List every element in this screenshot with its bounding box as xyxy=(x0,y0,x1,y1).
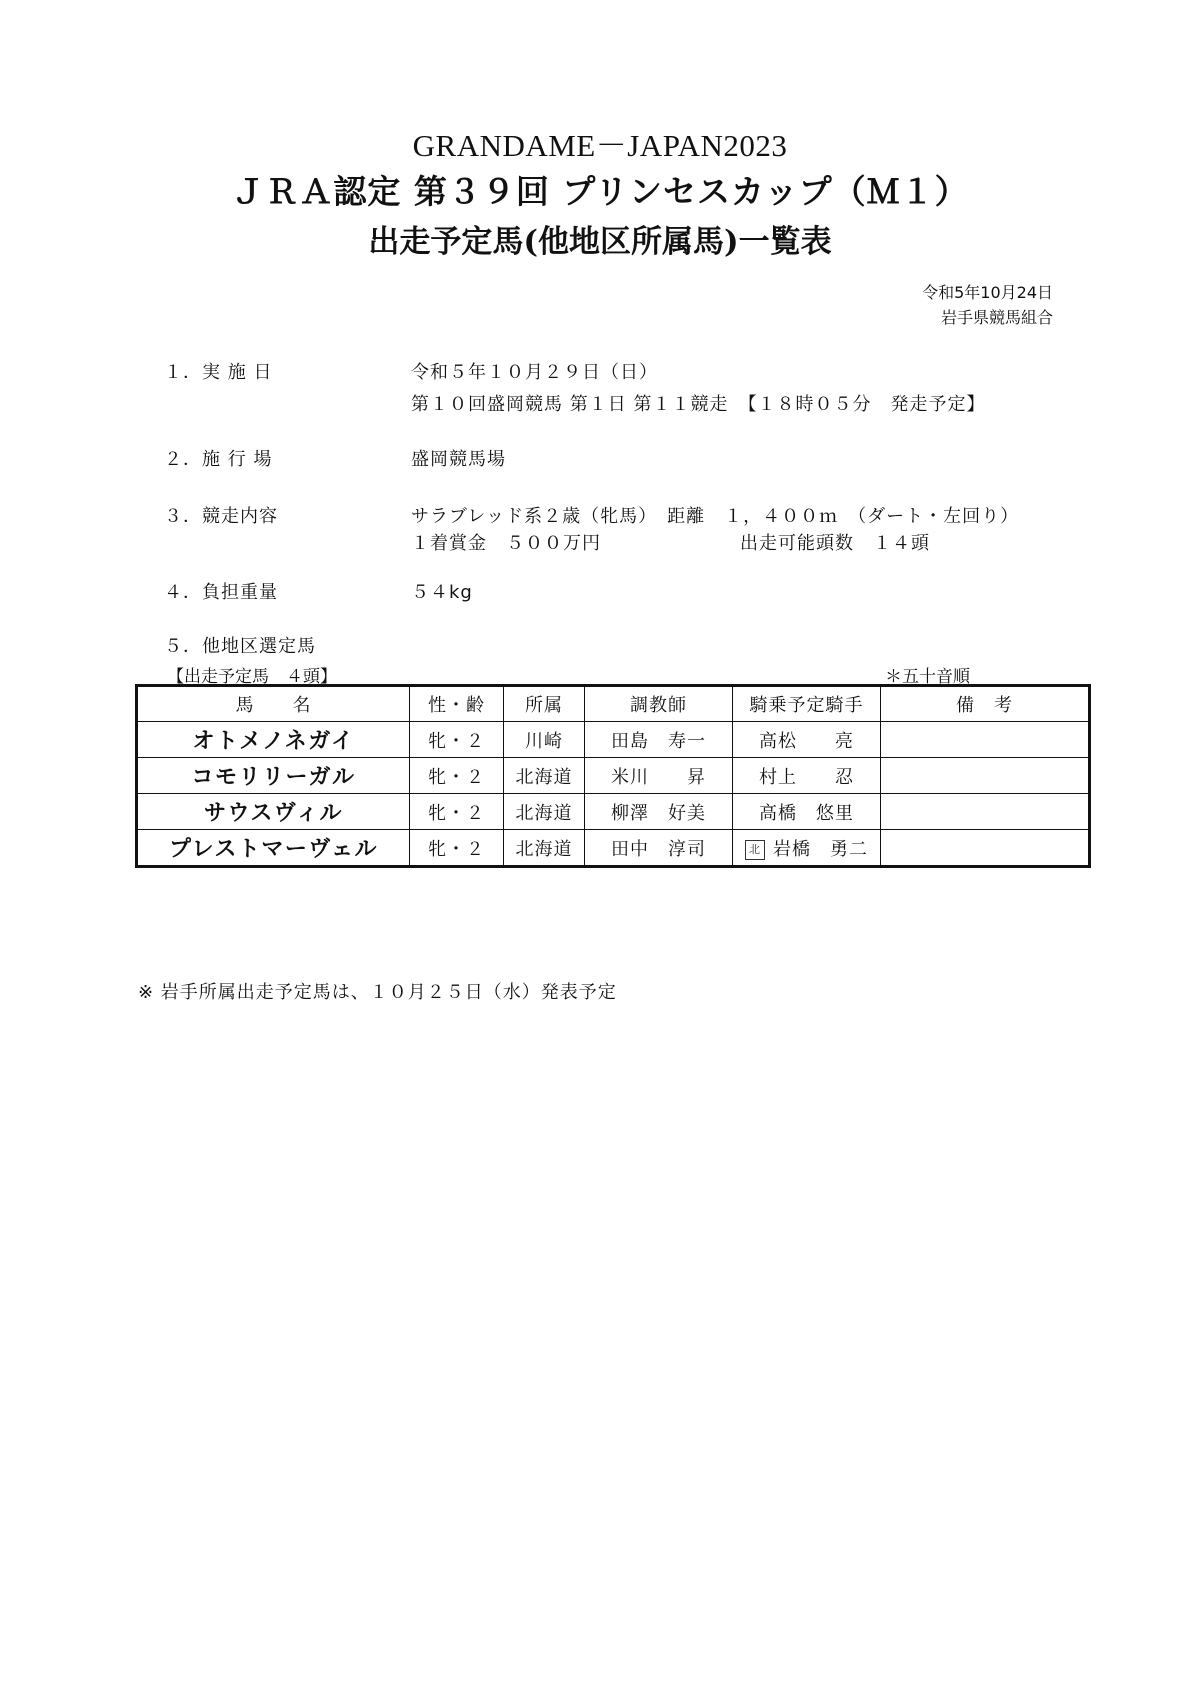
title-main: ＪＲＡ認定 第３９回 プリンセスカップ（Ｍ１） xyxy=(231,172,969,211)
content-label: ３．競走内容 xyxy=(164,506,278,527)
remarks xyxy=(881,758,1090,794)
jockey: 岩橋 勇二 xyxy=(773,838,868,860)
remarks xyxy=(881,830,1090,867)
venue-label: ２．施 行 場 xyxy=(164,449,273,470)
race-value: 第１０回盛岡競馬 第１日 第１１競走 【１８時０５分 発走予定】 xyxy=(411,394,986,415)
jockey: 高松 亮 xyxy=(733,722,881,758)
jockey-affiliation-mark: 北 xyxy=(745,840,765,860)
affiliation: 北海道 xyxy=(504,758,585,794)
table-caption: 【出走予定馬 ４頭】 xyxy=(167,667,337,687)
table-header-row xyxy=(137,686,1090,722)
sex-age: 牝・２ xyxy=(410,758,504,794)
weight-value: ５４kg xyxy=(411,582,473,603)
horse-name: オトメノネガイ xyxy=(137,722,410,758)
sort-note: ＊五十音順 xyxy=(885,667,970,687)
runners-value: 出走可能頭数 １４頭 xyxy=(740,533,930,554)
prize-value: １着賞金 ５００万円 xyxy=(411,533,601,554)
weight-label: ４．負担重量 xyxy=(164,582,278,603)
trainer: 田中 淳司 xyxy=(585,830,733,867)
affiliation: 北海道 xyxy=(504,794,585,830)
date-value: 令和５年１０月２９日（日） xyxy=(411,362,658,383)
jockey: 村上 忍 xyxy=(733,758,881,794)
header-sex-age: 性・齢 xyxy=(410,686,504,722)
header-trainer: 調教師 xyxy=(585,686,733,722)
remarks xyxy=(881,794,1090,830)
table-row xyxy=(137,758,1090,794)
header-horse-name: 馬 名 xyxy=(137,686,410,722)
jockey: 高橋 悠里 xyxy=(733,794,881,830)
venue-value: 盛岡競馬場 xyxy=(411,449,506,470)
entries-table xyxy=(135,684,1091,868)
table-row xyxy=(137,830,1090,867)
horse-name: サウスヴィル xyxy=(137,794,410,830)
content-value: サラブレッド系２歳（牝馬） 距離 １，４００ｍ （ダート・左回り） xyxy=(411,506,1020,527)
horse-name: プレストマーヴェル xyxy=(137,830,410,867)
header-jockey: 騎乗予定騎手 xyxy=(733,686,881,722)
header-affiliation: 所属 xyxy=(504,686,585,722)
affiliation: 川崎 xyxy=(504,722,585,758)
horse-name: コモリリーガル xyxy=(137,758,410,794)
issue-date: 令和5年10月24日 xyxy=(922,283,1053,302)
date-label: １．実 施 日 xyxy=(164,362,273,383)
issuer-block xyxy=(922,280,1053,330)
table-row xyxy=(137,722,1090,758)
sex-age: 牝・２ xyxy=(410,794,504,830)
trainer: 田島 寿一 xyxy=(585,722,733,758)
title-en: GRANDAME－JAPAN2023 xyxy=(412,128,788,163)
remarks xyxy=(881,722,1090,758)
affiliation: 北海道 xyxy=(504,830,585,867)
issuer-organization: 岩手県競馬組合 xyxy=(940,308,1053,327)
selected-horses-label: ５．他地区選定馬 xyxy=(164,636,316,657)
trainer: 柳澤 好美 xyxy=(585,794,733,830)
trainer: 米川 昇 xyxy=(585,758,733,794)
footnote: ※ 岩手所属出走予定馬は、１０月２５日（水）発表予定 xyxy=(138,982,617,1003)
header-remarks: 備 考 xyxy=(881,686,1090,722)
title-sub: 出走予定馬(他地区所属馬)一覧表 xyxy=(368,224,832,260)
table-row xyxy=(137,794,1090,830)
jockey-cell xyxy=(733,830,881,867)
sex-age: 牝・２ xyxy=(410,722,504,758)
sex-age: 牝・２ xyxy=(410,830,504,867)
